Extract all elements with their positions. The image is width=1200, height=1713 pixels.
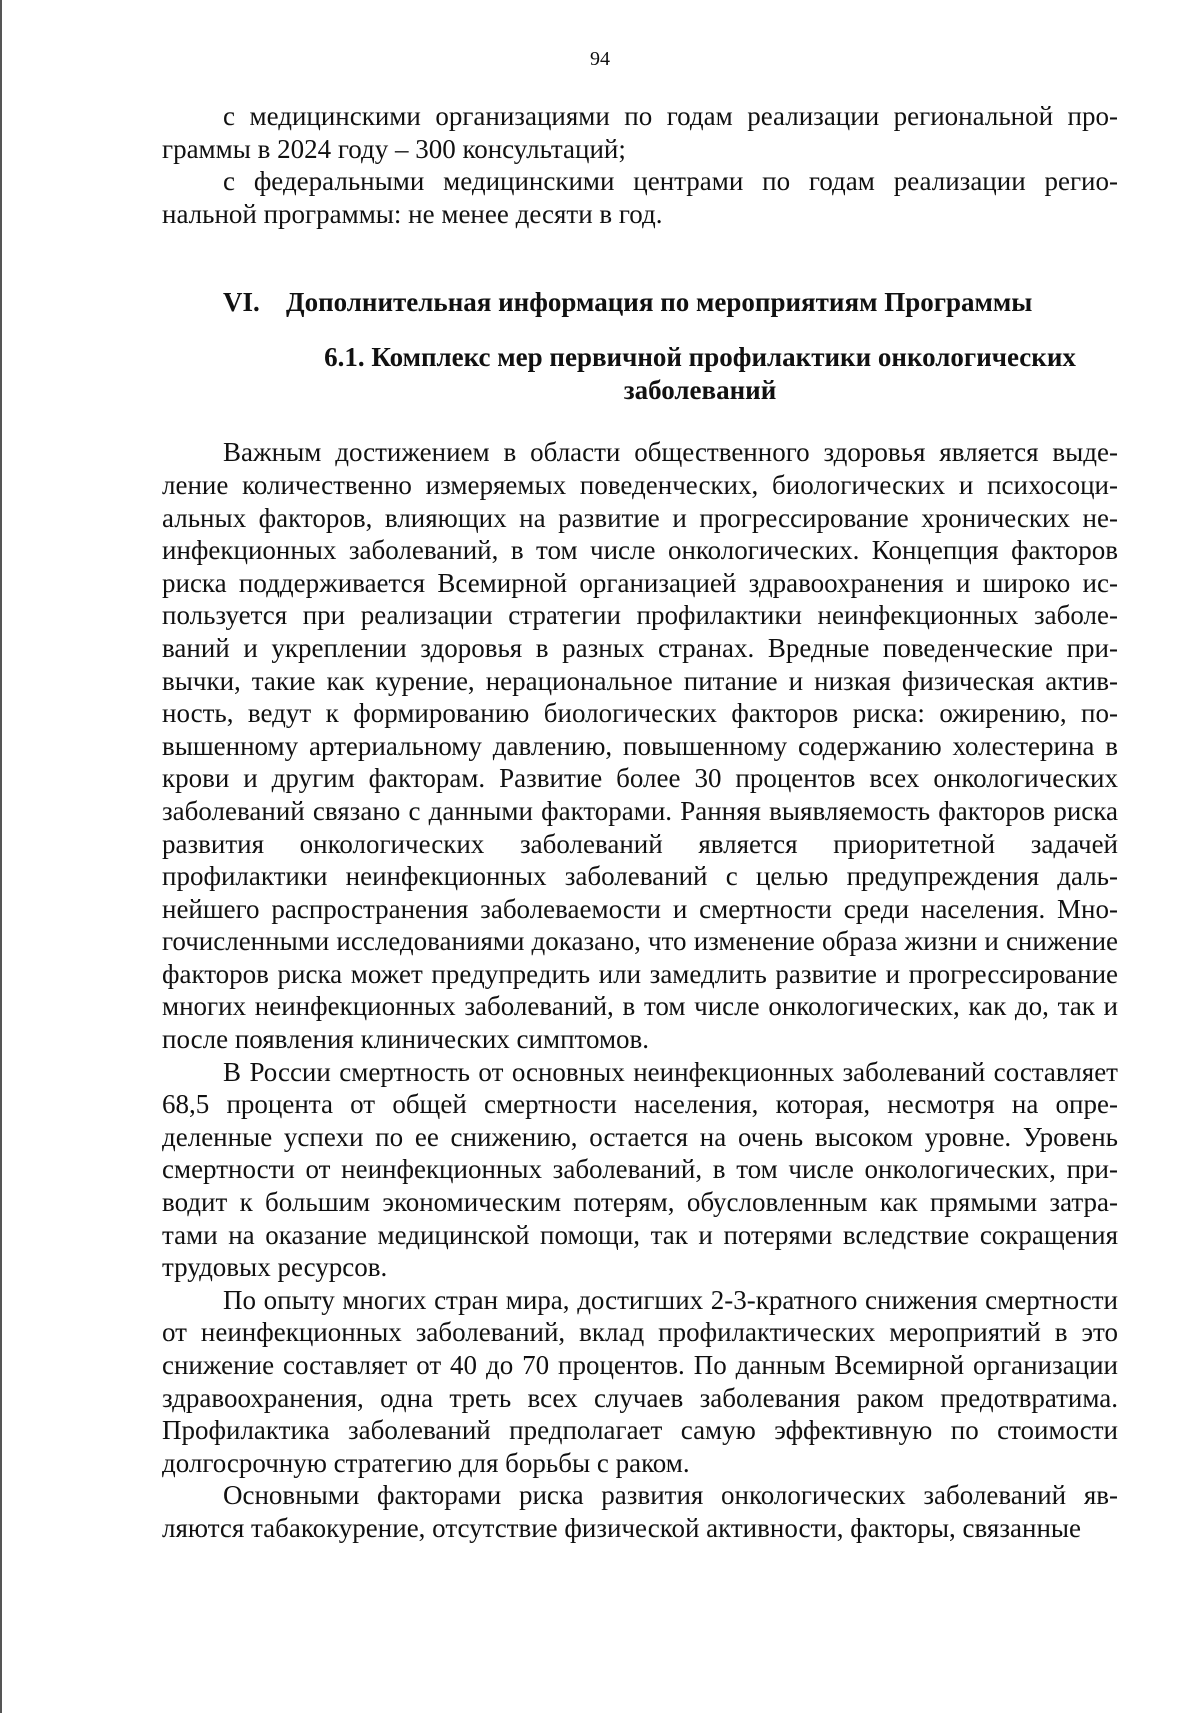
top-paragraphs <box>162 100 1118 230</box>
subsection-heading: 6.1. Комплекс мер первичной профилактики онкологических заболеваний <box>324 342 1076 406</box>
body-paragraphs <box>162 436 1118 1544</box>
section-number: VI. <box>223 287 260 318</box>
section-title: Дополнительная информация по мероприятиям Программы <box>286 287 1033 318</box>
page-left-edge <box>0 0 2 1713</box>
paragraph-risk-factors-concept: Важным достижением в области общественного здоровья является выделение количественно измеряемых поведенческих, биологических и психосоциальных факторов, влияющих на развитие и прогрессирование хронических неинфекционных заболеваний, в том числе онкологических. Концепция факторов риска поддерживается Всемирной организацией здравоохранения и широко используется при реализации стратегии профилактики неинфекционных заболеваний и укреплении здоровья в разных странах. Вредные поведенческие привычки, такие как курение, нерациональное питание и низкая физическая активность, ведут к формированию биологических факторов риска: ожирению, повышенному артериальному давлению, повышенному содержанию холестерина в крови и другим факторам. Развитие более 30 процентов всех онкологических заболеваний связано с данными факторами. Ранняя выявляемость факторов риска развития онкологических заболеваний является приоритетной задачей профилактики неинфекционных заболеваний с целью предупреждения дальнейшего распространения заболеваемости и смертности среди населения. Многочисленными исследованиями доказано, что изменение образа жизни и снижение факторов риска может предупредить или замедлить развитие и прогрессирование многих неинфекционных заболеваний, в том числе онкологических, как до, так и после появления клинических симптомов. <box>162 437 1118 1055</box>
paragraph-russia-mortality: В России смертность от основных неинфекционных заболеваний составляет 68,5 процента от общей смертности населения, которая, несмотря на определенные успехи по ее снижению, остается на очень высоком уровне. Уровень смертности от неинфекционных заболеваний, в том числе онкологических, приводит к большим экономическим потерям, обусловленным как прямыми затратами на оказание медицинской помощи, так и потерями вследствие сокращения трудовых ресурсов. <box>162 1056 1118 1283</box>
paragraph-main-risk-factors: Основными факторами риска развития онкологических заболеваний являются табакокурение, отсутствие физической активности, факторы, связанные <box>162 1480 1118 1543</box>
paragraph-consultations-regional: с медицинскими организациями по годам реализации региональной программы в 2024 году – 300 консультаций; <box>162 101 1118 164</box>
section-heading <box>162 286 1118 319</box>
page-number: 94 <box>590 48 610 70</box>
paragraph-consultations-federal: с федеральными медицинскими центрами по годам реализации региональной программы: не менее десяти в год. <box>162 166 1118 229</box>
paragraph-prevention-contribution: По опыту многих стран мира, достигших 2-3-кратного снижения смертности от неинфекционных заболеваний, вклад профилактических мероприятий в это снижение составляет от 40 до 70 процентов. По данным Всемирной организации здравоохранения, одна треть всех случаев заболевания раком предотвратима. Профилактика заболеваний предполагает самую эффективную по стоимости долгосрочную стратегию для борьбы с раком. <box>162 1284 1118 1478</box>
document-body <box>162 100 1118 1545</box>
